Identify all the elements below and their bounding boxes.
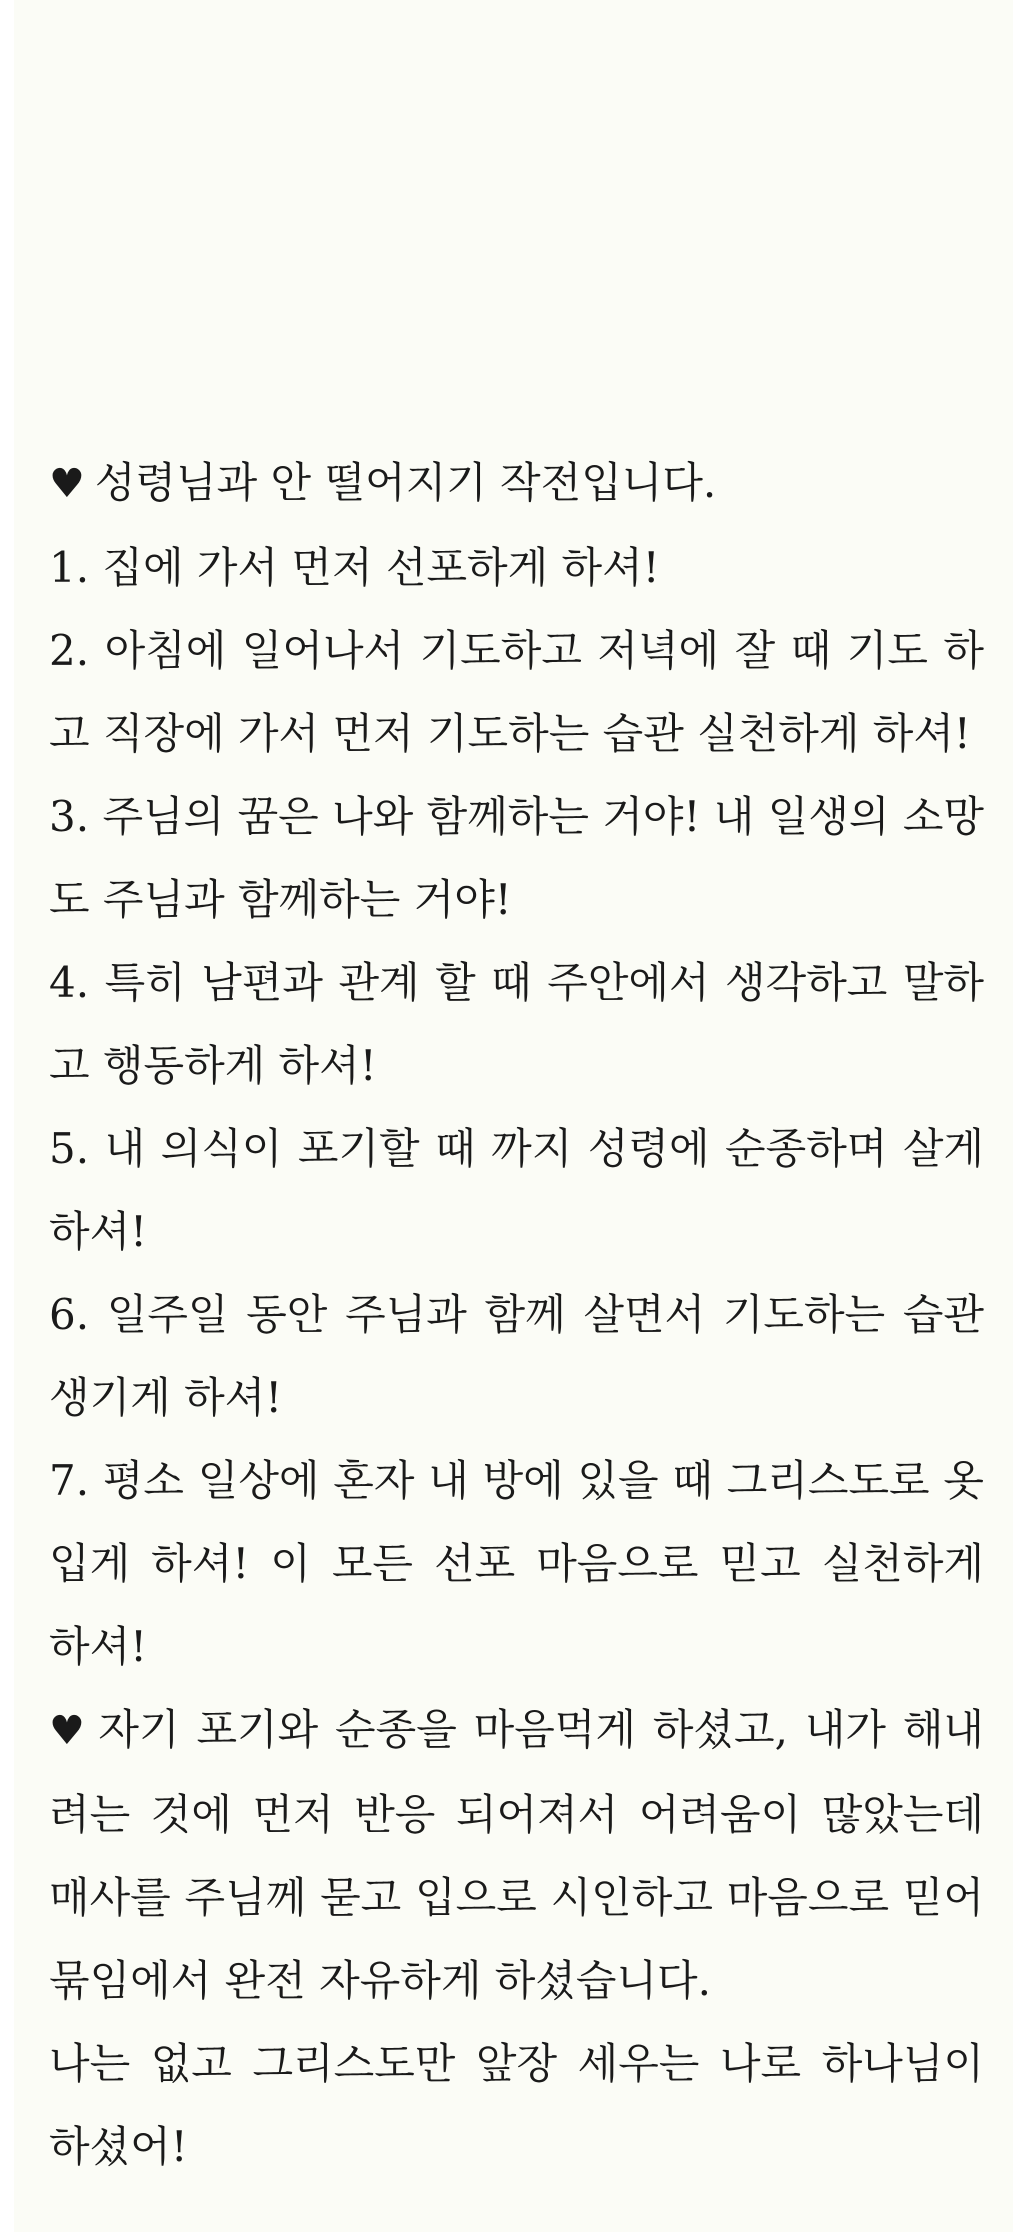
document-page — [14, 0, 1013, 2232]
paragraph-item-2: 2. 아침에 일어나서 기도하고 저녁에 잘 때 기도 하고 직장에 가서 먼저 기도하는 습관 실천하게 하셔! — [49, 626, 984, 758]
paragraph-intro — [49, 441, 984, 526]
heart-icon: ♥ — [49, 1708, 89, 1754]
paragraph-item-6: 6. 일주일 동안 주님과 함께 살면서 기도하는 습관 생기게 하셔! — [49, 1290, 984, 1422]
paragraph-closing: 나는 없고 그리스도만 앞장 세우는 나로 하나님이 하셨어! — [49, 2039, 984, 2171]
paragraph-item-1: 1. 집에 가서 먼저 선포하게 하셔! — [49, 543, 660, 592]
prayer-text — [49, 441, 984, 2188]
paragraph-item-7: 7. 평소 일상에 혼자 내 방에 있을 때 그리스도로 옷 입게 하셔! 이 모든 선포 마음으로 믿고 실천하게 하셔! — [49, 1456, 984, 1671]
paragraph-text: 자기 포기와 순종을 마음먹게 하셨고, 내가 해내려는 것에 먼저 반응 되어져서 어려움이 많았는데 매사를 주님께 묻고 입으로 시인하고 마음으로 믿어 묶임에서 완전 자유하게 하셨습니다. — [49, 1705, 984, 2005]
paragraph-item-3: 3. 주님의 꿈은 나와 함께하는 거야! 내 일생의 소망도 주님과 함께하는 거야! — [49, 792, 984, 924]
heart-icon: ♥ — [49, 461, 85, 507]
paragraph-reflection — [49, 1688, 984, 2022]
paragraph-item-4: 4. 특히 남편과 관계 할 때 주안에서 생각하고 말하고 행동하게 하셔! — [49, 958, 984, 1090]
paragraph-item-5: 5. 내 의식이 포기할 때 까지 성령에 순종하며 살게 하셔! — [49, 1124, 984, 1256]
paragraph-text: 성령님과 안 떨어지기 작전입니다. — [94, 458, 717, 507]
